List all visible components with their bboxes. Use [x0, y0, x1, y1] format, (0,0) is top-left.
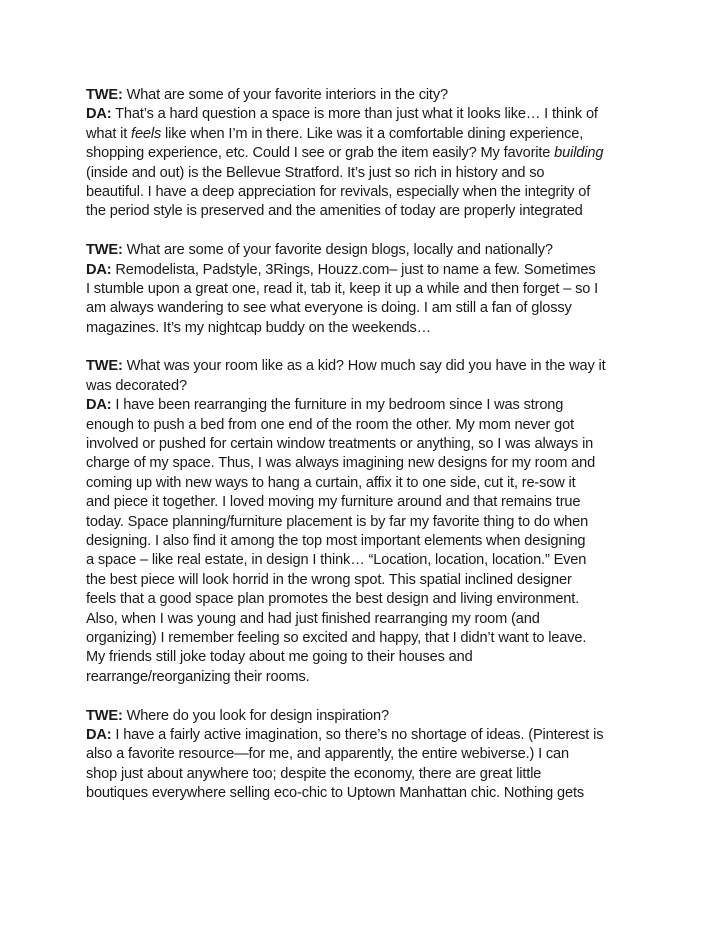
question-3-line: was decorated?: [86, 377, 187, 394]
answer-3-line: and piece it together. I loved moving my furniture around and that remains true: [86, 494, 581, 511]
answer-3-line: My friends still joke today about me going to their houses and: [86, 649, 473, 666]
question-2: [86, 241, 648, 260]
paragraph-gap: [86, 338, 648, 357]
answer-3-line: Also, when I was young and had just finished rearranging my room (and: [86, 610, 540, 627]
speaker-label: TWE:: [86, 358, 123, 375]
answer-1-line: (inside and out) is the Bellevue Stratford. It’s just so rich in history and so: [86, 164, 545, 181]
answer-text: what it: [86, 125, 132, 142]
answer-4-line: shop just about anywhere too; despite the economy, there are great little: [86, 765, 542, 782]
paragraph-gap: [86, 687, 648, 706]
answer-text: That’s a hard question a space is more than just what it looks like… I think of: [111, 106, 598, 123]
question-4: [86, 707, 648, 726]
answer-2-line: [86, 261, 648, 280]
answer-1-line: [86, 125, 648, 144]
question-text: Where do you look for design inspiration?: [122, 707, 389, 724]
question-1: [86, 86, 648, 105]
paragraph-gap: [86, 222, 648, 241]
answer-3-line: today. Space planning/furniture placement is by far my favorite thing to do when: [86, 513, 589, 530]
answer-2-line: I stumble upon a great one, read it, tab it, keep it up a while and then forget – so I: [86, 280, 598, 297]
answer-2-line: magazines. It’s my nightcap buddy on the weekends…: [86, 319, 432, 336]
answer-1-line: [86, 105, 648, 124]
answer-1-line: [86, 144, 648, 163]
speaker-label: DA:: [86, 726, 112, 743]
answer-text: shopping experience, etc. Could I see or grab the item easily? My favorite: [86, 145, 555, 162]
speaker-label: TWE:: [86, 707, 123, 724]
answer-text: Remodelista, Padstyle, 3Rings, Houzz.com– just to name a few. Sometimes: [111, 261, 596, 278]
answer-3-line: coming up with new ways to hang a curtain, affix it to one side, cut it, re-sow it: [86, 474, 576, 491]
speaker-label: DA:: [86, 261, 112, 278]
answer-1-line: the period style is preserved and the amenities of today are properly integrated: [86, 203, 583, 220]
answer-3-line: [86, 396, 648, 415]
speaker-label: TWE:: [86, 242, 123, 259]
answer-3-line: enough to push a bed from one end of the room the other. My mom never got: [86, 416, 574, 433]
speaker-label: TWE:: [86, 87, 123, 103]
question-3: [86, 357, 648, 376]
question-text: What are some of your favorite interiors in the city?: [122, 87, 448, 103]
answer-3-line: a space – like real estate, in design I think… “Location, location, location.” Even: [86, 552, 587, 569]
answer-3-line: the best piece will look horrid in the wrong spot. This spatial inclined designer: [86, 571, 572, 588]
answer-3-line: organizing) I remember feeling so excited and happy, that I didn’t want to leave.: [86, 629, 587, 646]
answer-1-line: beautiful. I have a deep appreciation for revivals, especially when the integrity of: [86, 183, 591, 200]
document-page: [86, 86, 648, 803]
answer-3-line: charge of my space. Thus, I was always imagining new designs for my room and: [86, 455, 596, 472]
answer-4-line: boutiques everywhere selling eco-chic to Uptown Manhattan chic. Nothing gets: [86, 785, 585, 802]
emphasis-text: feels: [131, 125, 162, 142]
answer-3-line: involved or pushed for certain window treatments or anything, so I was always in: [86, 436, 594, 453]
question-text: What was your room like as a kid? How much say did you have in the way it: [122, 358, 606, 375]
answer-3-line: designing. I also find it among the top most important elements when designing: [86, 532, 586, 549]
answer-text: I have been rearranging the furniture in my bedroom since I was strong: [111, 397, 564, 414]
answer-2-line: am always wandering to see what everyone is doing. I am still a fan of glossy: [86, 300, 572, 317]
answer-4-line: also a favorite resource—for me, and apparently, the entire webiverse.) I can: [86, 746, 569, 763]
emphasis-text: building: [554, 145, 604, 162]
speaker-label: DA:: [86, 106, 112, 123]
answer-3-line: feels that a good space plan promotes the best design and living environment.: [86, 591, 580, 608]
answer-text: like when I’m in there. Like was it a comfortable dining experience,: [161, 125, 584, 142]
answer-4-line: [86, 726, 648, 745]
answer-3-line: rearrange/reorganizing their rooms.: [86, 668, 310, 685]
answer-text: I have a fairly active imagination, so there’s no shortage of ideas. (Pinterest is: [111, 726, 604, 743]
question-text: What are some of your favorite design blogs, locally and nationally?: [122, 242, 553, 259]
speaker-label: DA:: [86, 397, 112, 414]
